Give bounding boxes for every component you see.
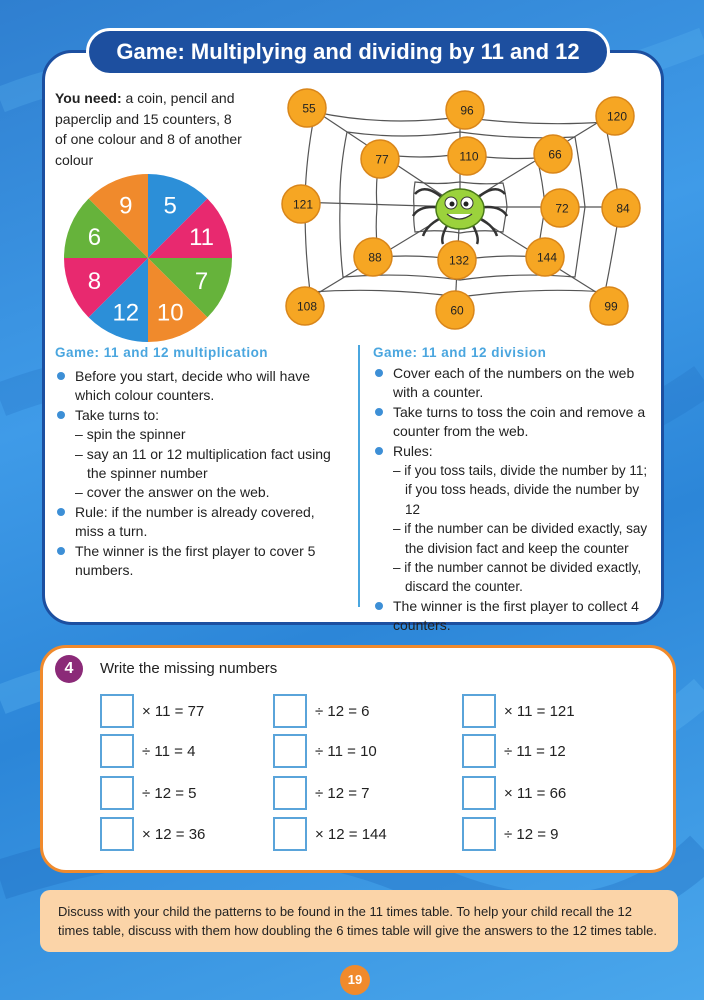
equation: ÷ 12 = 6 <box>273 694 370 728</box>
equation: ÷ 12 = 7 <box>273 776 370 810</box>
web-number: 72 <box>555 201 569 216</box>
equation: × 12 = 36 <box>100 817 205 851</box>
list-item: Take turns to: <box>55 406 347 425</box>
bullet-icon <box>57 411 65 419</box>
answer-box[interactable] <box>462 776 496 810</box>
answer-box[interactable] <box>462 694 496 728</box>
list-item: The winner is the first player to cover 5 numbers. <box>55 542 347 581</box>
spinner-number: 10 <box>156 299 184 327</box>
list-item: Rule: if the number is already covered, miss a turn. <box>55 503 347 542</box>
answer-box[interactable] <box>273 817 307 851</box>
web-number: 120 <box>606 109 628 124</box>
list-item: Take turns to toss the coin and remove a counter from the web. <box>373 403 655 442</box>
web-number: 144 <box>536 250 558 265</box>
bullet-icon <box>375 447 383 455</box>
web-number: 121 <box>292 197 314 212</box>
list-item: Rules: <box>373 442 655 461</box>
number-spinner <box>62 172 234 344</box>
page-number: 19 <box>340 965 370 995</box>
web-number: 84 <box>616 201 630 216</box>
web-number: 99 <box>604 299 618 314</box>
sub-item: – spin the spinner <box>75 426 186 443</box>
answer-box[interactable] <box>273 776 307 810</box>
sub-item: – if you toss tails, divide the number by 11; if you toss heads, divide the number by 12 <box>393 463 648 517</box>
answer-box[interactable] <box>100 776 134 810</box>
answer-box[interactable] <box>462 817 496 851</box>
list-item: The winner is the first player to collect 4 counters. <box>373 597 655 636</box>
parent-note: Discuss with your child the patterns to be found in the 11 times table. To help your child recall the 12 times table, discuss with them how doubling the 6 times table will give the answers to the 12 times table. <box>40 890 678 952</box>
page-title: Game: Multiplying and dividing by 11 and 12 <box>86 28 610 76</box>
web-number: 96 <box>460 103 474 118</box>
multiplication-heading: Game: 11 and 12 multiplication <box>55 345 269 360</box>
equation: × 11 = 77 <box>100 694 204 728</box>
bullet-icon <box>57 508 65 516</box>
column-divider <box>358 345 360 607</box>
spinner-number: 11 <box>189 223 215 251</box>
division-heading: Game: 11 and 12 division <box>373 345 547 360</box>
web-number: 55 <box>302 101 316 116</box>
bullet-icon <box>375 408 383 416</box>
spinner-number: 12 <box>112 299 140 327</box>
spinner-number: 9 <box>119 192 133 220</box>
question-text: Write the missing numbers <box>100 660 278 677</box>
web-number: 60 <box>450 303 464 318</box>
division-rules <box>373 364 655 636</box>
equation: ÷ 12 = 9 <box>462 817 559 851</box>
materials-text <box>55 88 245 170</box>
question-number: 4 <box>55 655 83 683</box>
answer-box[interactable] <box>273 734 307 768</box>
bullet-icon <box>57 372 65 380</box>
bullet-icon <box>375 602 383 610</box>
web-number: 108 <box>296 299 318 314</box>
spinner-number: 8 <box>87 268 102 296</box>
equation: × 11 = 121 <box>462 694 575 728</box>
equation: ÷ 11 = 12 <box>462 734 566 768</box>
multiplication-rules <box>55 367 347 580</box>
bullet-icon <box>375 369 383 377</box>
answer-box[interactable] <box>273 694 307 728</box>
equation: ÷ 11 = 4 <box>100 734 195 768</box>
web-number: 132 <box>448 253 470 268</box>
materials-label: You need: <box>55 90 122 106</box>
answer-box[interactable] <box>100 694 134 728</box>
web-number: 66 <box>548 147 562 162</box>
answer-box[interactable] <box>462 734 496 768</box>
equation: × 12 = 144 <box>273 817 387 851</box>
list-item: Before you start, decide who will have which colour counters. <box>55 367 347 406</box>
equation: ÷ 11 = 10 <box>273 734 377 768</box>
spinner-number: 5 <box>163 192 177 220</box>
equation: ÷ 12 = 5 <box>100 776 197 810</box>
bullet-icon <box>57 547 65 555</box>
spinner-number: 7 <box>194 268 209 296</box>
sub-item: – say an 11 or 12 multiplication fact using the spinner number <box>75 445 331 482</box>
spider-web <box>275 82 645 332</box>
web-number: 77 <box>375 152 389 167</box>
web-number: 110 <box>459 149 479 164</box>
web-number: 88 <box>368 250 382 265</box>
sub-item: – if the number cannot be divided exactly, discard the counter. <box>393 560 642 595</box>
spider-illustration <box>413 189 507 244</box>
materials-list: a coin, pencil and paperclip and 15 counters, 8 of one colour and 8 of another colour <box>55 90 242 168</box>
list-item: Cover each of the numbers on the web with a counter. <box>373 364 655 403</box>
spinner-number: 6 <box>87 223 102 251</box>
sub-item: – cover the answer on the web. <box>75 484 270 501</box>
answer-box[interactable] <box>100 817 134 851</box>
sub-item: – if the number can be divided exactly, say the division fact and keep the counter <box>393 521 648 556</box>
answer-box[interactable] <box>100 734 134 768</box>
equation: × 11 = 66 <box>462 776 566 810</box>
